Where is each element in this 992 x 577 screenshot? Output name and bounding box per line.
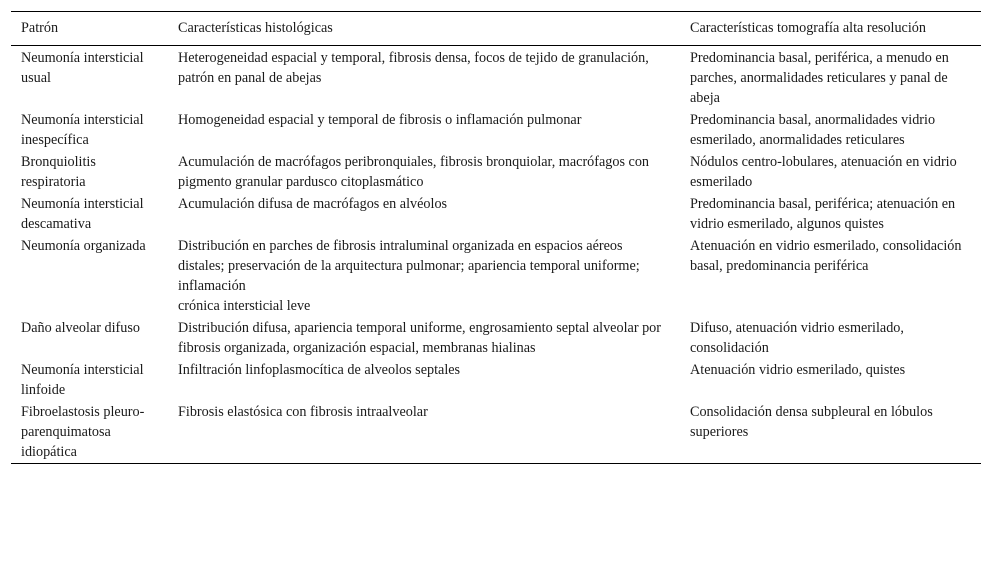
cell-pattern: Bronquiolitis respiratoria	[21, 154, 96, 190]
patterns-table	[11, 11, 981, 464]
cell-ct: Predominancia basal, anormalidades vidrio esmerilado, anormalidades reticulares	[690, 112, 936, 148]
header-ct: Características tomografía alta resolución	[690, 20, 926, 36]
table-header-row	[11, 12, 981, 46]
table-container	[11, 11, 981, 464]
cell-histology: Fibrosis elastósica con fibrosis intraalveolar	[178, 404, 428, 420]
cell-histology: Acumulación de macrófagos peribronquiales, fibrosis bronquiolar, macrófagos con pigmento granular pardusco citoplasmático	[178, 154, 650, 190]
table-row	[11, 193, 981, 235]
cell-ct: Consolidación densa subpleural en lóbulos superiores	[690, 404, 933, 440]
cell-pattern: Daño alveolar difuso	[21, 320, 140, 336]
table-row	[11, 401, 981, 464]
cell-ct: Atenuación en vidrio esmerilado, consolidación basal, predominancia periférica	[690, 238, 962, 274]
cell-histology: Heterogeneidad espacial y temporal, fibrosis densa, focos de tejido de granulación, patrón en panal de abejas	[178, 50, 649, 86]
cell-ct: Predominancia basal, periférica; atenuación en vidrio esmerilado, algunos quistes	[690, 196, 956, 232]
cell-pattern: Neumonía intersticial linfoide	[21, 362, 144, 398]
table-row	[11, 359, 981, 401]
cell-histology: Infiltración linfoplasmocítica de alveolos septales	[178, 362, 461, 378]
cell-histology: Distribución en parches de fibrosis intraluminal organizada en espacios aéreos distales; preservación de la arquitectura pulmonar; apariencia temporal uniforme; inflamación crónica intersticial leve	[178, 238, 640, 314]
header-pattern: Patrón	[21, 20, 59, 36]
cell-pattern: Neumonía organizada	[21, 238, 146, 254]
table-row	[11, 109, 981, 151]
cell-ct: Predominancia basal, periférica, a menudo en parches, anormalidades reticulares y panal de abeja	[690, 50, 949, 106]
cell-pattern: Neumonía intersticial descamativa	[21, 196, 144, 232]
cell-ct: Nódulos centro-lobulares, atenuación en vidrio esmerilado	[690, 154, 957, 190]
header-histology: Características histológicas	[178, 20, 333, 36]
table-row	[11, 151, 981, 193]
table-row	[11, 46, 981, 110]
cell-pattern: Fibroelastosis pleuro-parenquimatosa idiopática	[21, 404, 145, 460]
cell-histology: Distribución difusa, apariencia temporal uniforme, engrosamiento septal alveolar por fibrosis organizada, organización espacial, membranas hialinas	[178, 320, 661, 356]
table-row	[11, 235, 981, 317]
cell-ct: Difuso, atenuación vidrio esmerilado, consolidación	[690, 320, 904, 356]
cell-pattern: Neumonía intersticial inespecífica	[21, 112, 144, 148]
cell-histology: Homogeneidad espacial y temporal de fibrosis o inflamación pulmonar	[178, 112, 582, 128]
table-row	[11, 317, 981, 359]
cell-pattern: Neumonía intersticial usual	[21, 50, 144, 86]
cell-ct: Atenuación vidrio esmerilado, quistes	[690, 362, 906, 378]
cell-histology: Acumulación difusa de macrófagos en alvéolos	[178, 196, 448, 212]
